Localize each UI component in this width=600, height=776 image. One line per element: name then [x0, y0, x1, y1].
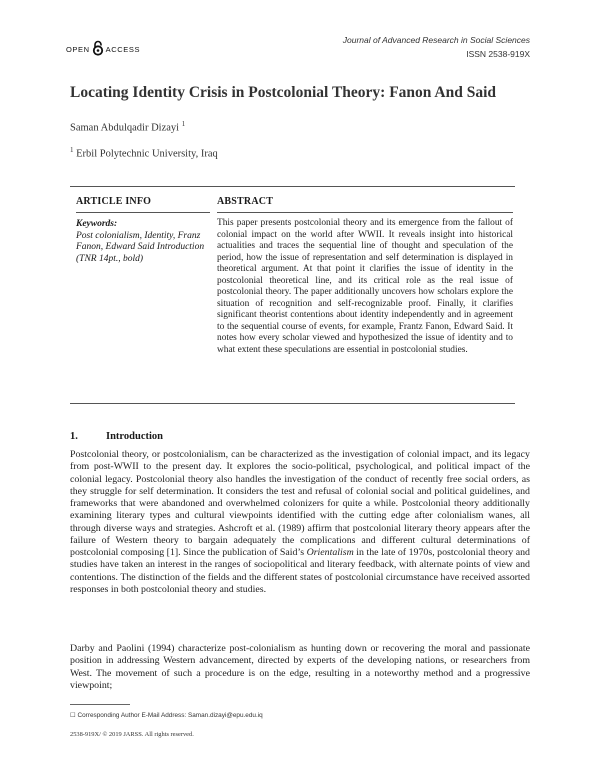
abstract-text: This paper presents postcolonial theory and its emergence from the fallout of colonial impact on the world after WWII. It reveals insight into historical actualities and traces the sequential line of thought and speculation of the period, how the issue of representation and self determination is displayed in theoretical argument. At that point it clarifies the issue of identity in the postcolonial theoretical line, and its critical role as the real issue of postcolonial theory. The paper additionally uncovers how scholars explore the situation of recognition and self-recognizable proof. Finally, it clarifies significant theorist contentions about identity independently and in agreement to the sequential course of events, for example, Frantz Fanon, Edward Said. It notes how every scholar viewed and hypothesized the issue of identity and to what extent these speculations are essential in postcolonial studies. — [217, 218, 513, 355]
keywords-label: Keywords: — [76, 219, 118, 229]
affiliation-line — [70, 146, 218, 160]
affiliation-text: Erbil Polytechnic University, Iraq — [76, 148, 218, 160]
footnote-text: Corresponding Author E-Mail Address: Saman.dizayi@epu.edu.iq — [77, 712, 263, 719]
journal-issn: ISSN 2538-919X — [466, 49, 530, 59]
journal-header — [343, 33, 530, 61]
open-access-lock-icon — [92, 40, 104, 58]
footnote-box-icon: ☐ — [70, 712, 76, 719]
article-info-underline — [76, 212, 210, 213]
copyright-line: 2538-919X/ © 2019 JARSS. All rights reserved. — [70, 731, 194, 738]
open-access-right-text: ACCESS — [105, 44, 141, 54]
section-title: Introduction — [106, 431, 163, 442]
paper-title: Locating Identity Crisis in Postcolonial Theory: Fanon And Said — [70, 84, 497, 101]
intro-paragraph-1 — [70, 449, 530, 596]
section-number: 1. — [70, 431, 78, 442]
journal-name: Journal of Advanced Research in Social Sciences — [342, 35, 530, 45]
intro-p1-part-b: in the late of 1970s, postcolonial theory and studies have taken an interest in the ranges of sociopolitical and literary feedback, with alternate points of view and contentions. The distinction of the fields and the different states of postcolonial circumstance have received assorted responses in both postcolonial theory and studies. — [70, 547, 530, 595]
abstract-underline — [217, 212, 513, 213]
orientalism-title: Orientalism — [306, 547, 354, 558]
section-heading — [70, 431, 163, 442]
corresponding-author-footnote — [70, 711, 263, 719]
affiliation-marker: 1 — [70, 146, 74, 154]
author-line — [70, 120, 185, 134]
open-access-left-text: OPEN — [66, 44, 90, 54]
article-info-heading: ARTICLE INFO — [76, 196, 152, 207]
info-top-rule — [70, 186, 515, 187]
intro-paragraph-2: Darby and Paolini (1994) characterize post-colonialism as hunting down or recovering the moral and passionate position in addressing Western advancement, directed by experts of the developing nations, or researchers from West. The movement of such a procedure is on the edge, resulting in a noteworthy method and a progressive viewpoint; — [70, 643, 530, 691]
author-affiliation-marker: 1 — [181, 120, 186, 128]
info-bottom-rule — [70, 403, 515, 404]
keywords-block — [76, 219, 212, 266]
footnote-rule — [70, 704, 130, 705]
open-access-logo — [66, 40, 140, 58]
intro-p1-part-a: Postcolonial theory, or postcolonialism, can be characterized as the investigation of colonial impact, and its legacy from post-WWII to the present day. It explores the socio-political, psychological, and political impact of the colonial legacy. Postcolonial theory also handles the investigation of the conduct of recently free social orders, as they struggle for self determination. It considers the test and refusal of colonial social and political guidelines, and frameworks that were abandoned and overwhelmed colonizers for quite a while. Postcolonial theory additionally examining literary types and cultural viewpoints identified with the cutting edge after colonialism wanes, all through diverse ways and strategies. Ashcroft et al. (1989) affirm that postcolonial literary theory appears after the failure of Western theory to bargain adequately the complications and different cultural determinations of postcolonial composing [1]. Since the publication of Said’s — [70, 449, 530, 558]
abstract-heading: ABSTRACT — [217, 196, 274, 207]
author-name: Saman Abdulqadir Dizayi — [70, 122, 180, 134]
keywords-text: Post colonialism, Identity, Franz Fanon, Edward Said Introduction (TNR 14pt., bold) — [76, 230, 205, 265]
